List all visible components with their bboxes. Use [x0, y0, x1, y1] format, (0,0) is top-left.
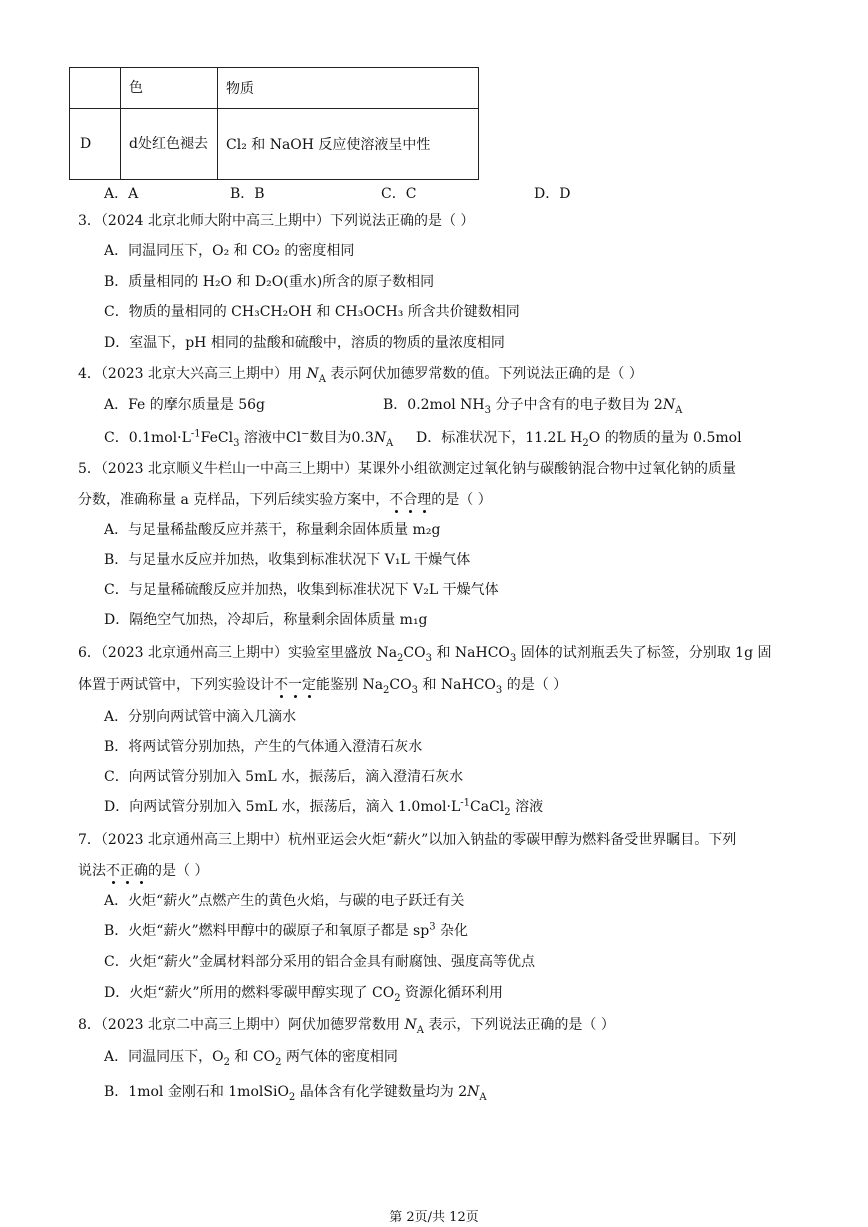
q5-option-b: B．与足量水反应并加热，收集到标准状况下 V₁L 干燥气体 [104, 552, 471, 568]
q6-option-c: C．向两试管分别加入 5mL 水，振荡后，滴入澄清石灰水 [104, 769, 464, 785]
q5-option-d: D．隔绝空气加热，冷却后，称量剩余固体质量 m₁g [104, 612, 428, 628]
page-footer: 第 2页/共 12页 [389, 1210, 479, 1225]
q7-option-d: D．火炬“薪火”所用的燃料零碳甲醇实现了 $CO_2$ 资源化循环利用 [104, 985, 504, 1004]
q4-option-a: A．Fe 的摩尔质量是 56g [104, 397, 266, 413]
q3-option-b: B．质量相同的 H₂O 和 D₂O(重水)所含的原子数相同 [104, 274, 435, 290]
q4-option-d: D．标准状况下，11.2L $H_2O$ 的物质的量为 0.5mol [416, 430, 742, 449]
q7-option-b: B．火炬“薪火”燃料甲醇中的碳原子和氧原子都是 $sp^3$ 杂化 [104, 921, 469, 939]
q8-stem: 8．（2023 北京二中高三上期中）阿伏加德罗常数用 $N_A$ 表示，下列说法正确的是（ ） [78, 1017, 615, 1036]
table-cell: d处红色褪去 [121, 109, 218, 180]
table-row [70, 109, 479, 180]
q6-stem-line1: 6．（2023 北京通州高三上期中）实验室里盛放 $Na_2CO_3$ 和 NaHCO$_3$ 固体的试剂瓶丢失了标签，分别取 1g 固 [78, 645, 772, 664]
table-cell: D [70, 109, 121, 180]
q2-choice-b: B．B [230, 186, 265, 202]
q7-stem-line1: 7．（2023 北京通州高三上期中）杭州亚运会火炬“薪火”以加入钠盐的零碳甲醇为燃料备受世界瞩目。下列 [78, 832, 737, 848]
q6-stem-line2: 体置于两试管中，下列实验设计不一定能鉴别 $Na_2CO_3$ 和 NaHCO$_3$ 的是（ ） [78, 677, 568, 696]
table-cell: Cl₂ 和 NaOH 反应使溶液呈中性 [218, 109, 479, 180]
q6-option-b: B．将两试管分别加热，产生的气体通入澄清石灰水 [104, 739, 423, 755]
q8-option-b: B．1mol 金刚石和 1molSiO$_2$ 晶体含有化学键数量均为 $2N_A$ [104, 1084, 487, 1103]
q7-option-c: C．火炬“薪火”金属材料部分采用的铝合金具有耐腐蚀、强度高等优点 [104, 954, 536, 970]
q3-option-a: A．同温同压下，O₂ 和 CO₂ 的密度相同 [104, 243, 355, 259]
q6-option-a: A．分别向两试管中滴入几滴水 [104, 709, 297, 725]
table-cell: 色 [121, 68, 218, 109]
q3-option-d: D．室温下，pH 相同的盐酸和硫酸中，溶质的物质的量浓度相同 [104, 335, 505, 351]
q7-option-a: A．火炬“薪火”点燃产生的黄色火焰，与碳的电子跃迁有关 [104, 893, 465, 909]
q5-stem-line1: 5．（2023 北京顺义牛栏山一中高三上期中）某课外小组欲测定过氧化钠与碳酸钠混合物中过氧化钠的质量 [78, 461, 736, 477]
table-row [70, 68, 479, 109]
q4-option-c: C．$0.1mol\cdot L^{-1}FeCl_3$ 溶液中Cl−数目为$0.3N_A$ [104, 428, 394, 449]
q8-option-a: A．同温同压下，$O_2$ 和 $CO_2$ 两气体的密度相同 [104, 1049, 398, 1068]
q5-option-a: A．与足量稀盐酸反应并蒸干，称量剩余固体质量 m₂g [104, 522, 441, 538]
q3-option-c: C．物质的量相同的 CH₃CH₂OH 和 CH₃OCH₃ 所含共价键数相同 [104, 304, 520, 320]
q3-stem: 3．（2024 北京北师大附中高三上期中）下列说法正确的是（ ） [78, 213, 475, 229]
q5-stem-line2: 分数，准确称量 a 克样品，下列后续实验方案中，不合理的是（ ） [78, 492, 492, 508]
q2-choice-c: C．C [381, 186, 417, 202]
q2-choice-d: D．D [534, 186, 571, 202]
q4-stem: 4．（2023 北京大兴高三上期中）用 $N_A$ 表示阿伏加德罗常数的值。下列说法正确的是（ ） [78, 366, 643, 385]
options-table [69, 67, 479, 180]
table-cell: 物质 [218, 68, 479, 109]
q4-option-b: B．0.2mol $NH_3$ 分子中含有的电子数目为 $2N_A$ [383, 397, 683, 416]
q5-option-c: C．与足量稀硫酸反应并加热，收集到标准状况下 V₂L 干燥气体 [104, 582, 499, 598]
q6-option-d: D．向两试管分别加入 5mL 水，振荡后，滴入 $1.0mol\cdot L^{-1}CaCl_2$ 溶液 [104, 797, 544, 818]
q7-stem-line2: 说法不正确的是（ ） [78, 863, 209, 879]
q2-choice-a: A．A [104, 186, 139, 202]
